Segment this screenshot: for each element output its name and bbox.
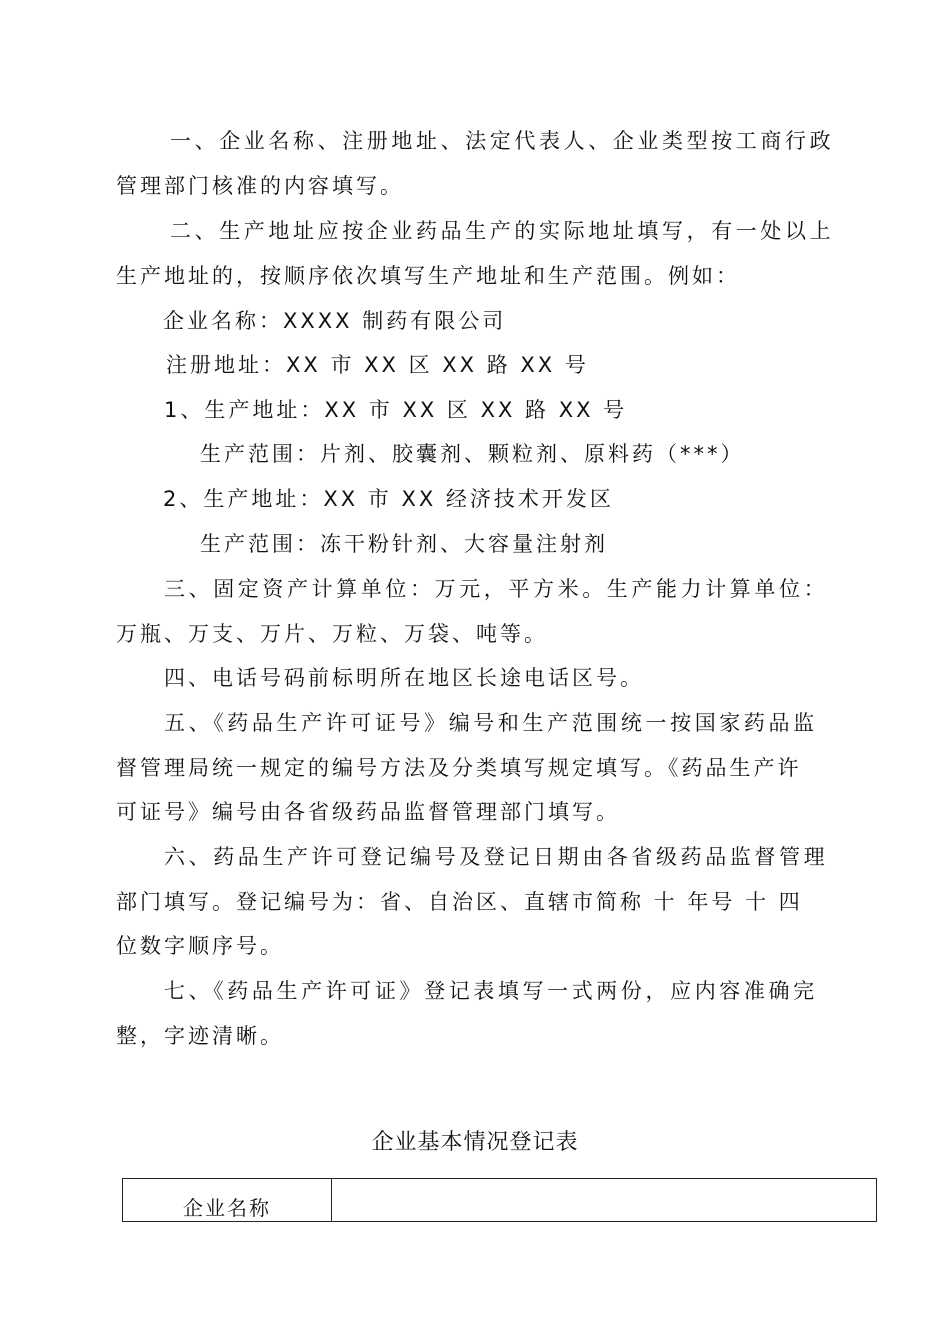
example-site2-scope: 生产范围：冻干粉针剂、大容量注射剂 [200, 532, 608, 556]
item3-line2: 万瓶、万支、万片、万粒、万袋、吨等。 [116, 622, 548, 646]
item4-line1: 四、电话号码前标明所在地区长途电话区号。 [164, 666, 644, 690]
example-site2-address: 2、生产地址：XX 市 XX 经济技术开发区 [163, 487, 614, 511]
example-registered-address: 注册地址：XX 市 XX 区 XX 路 XX 号 [166, 353, 589, 377]
company-name-label: 企业名称 [123, 1179, 332, 1222]
item7-line1: 七、《药品生产许可证》登记表填写一式两份，应内容准确完 [164, 979, 818, 1003]
item5-line2: 督管理局统一规定的编号方法及分类填写规定填写。《药品生产许 [116, 756, 802, 780]
form-title: 企业基本情况登记表 [371, 1130, 579, 1155]
example-site1-address: 1、生产地址：XX 市 XX 区 XX 路 XX 号 [164, 398, 628, 422]
registration-table [122, 1178, 877, 1222]
company-name-field[interactable] [332, 1179, 877, 1222]
table-row [123, 1179, 877, 1222]
item6-line2: 部门填写。登记编号为：省、自治区、直辖市简称 十 年号 十 四 [116, 890, 803, 914]
item7-line2: 整，字迹清晰。 [116, 1024, 284, 1048]
item6-line1: 六、药品生产许可登记编号及登记日期由各省级药品监督管理 [164, 845, 829, 869]
item5-line3: 可证号》编号由各省级药品监督管理部门填写。 [116, 800, 620, 824]
item1-line2: 管理部门核准的内容填写。 [116, 174, 404, 198]
item3-line1: 三、固定资产计算单位：万元，平方米。生产能力计算单位： [164, 577, 829, 601]
example-site1-scope: 生产范围：片剂、胶囊剂、颗粒剂、原料药（***） [200, 442, 745, 466]
item2-line2: 生产地址的，按顺序依次填写生产地址和生产范围。例如： [116, 264, 740, 288]
example-company: 企业名称：XXXX 制药有限公司 [163, 309, 507, 333]
item2-line1: 二、生产地址应按企业药品生产的实际地址填写，有一处以上 [170, 219, 835, 243]
item1-line1: 一、企业名称、注册地址、法定代表人、企业类型按工商行政 [170, 129, 835, 153]
item6-line3: 位数字顺序号。 [116, 934, 284, 958]
item5-line1: 五、《药品生产许可证号》编号和生产范围统一按国家药品监 [164, 711, 818, 735]
